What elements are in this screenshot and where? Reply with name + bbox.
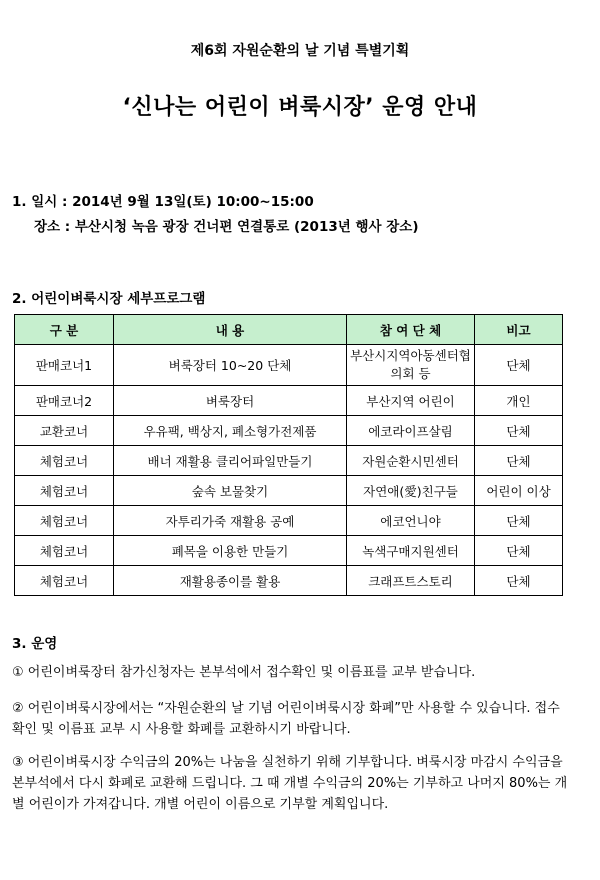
cell-content: 배너 재활용 클리어파일만들기 — [114, 446, 347, 476]
cell-note: 단체 — [475, 566, 563, 596]
column-header: 내 용 — [114, 315, 347, 345]
cell-note: 단체 — [475, 416, 563, 446]
cell-organization: 에코라이프살림 — [347, 416, 475, 446]
schedule-place: 장소 : 부산시청 녹음 광장 건너편 연결통로 (2013년 행사 장소) — [34, 219, 419, 235]
table-row — [15, 536, 563, 566]
cell-note: 단체 — [475, 536, 563, 566]
table-row — [15, 476, 563, 506]
program-table — [14, 314, 563, 596]
cell-content: 우유팩, 백상지, 폐소형가전제품 — [114, 416, 347, 446]
cell-note: 어린이 이상 — [475, 476, 563, 506]
cell-organization: 녹색구매지원센터 — [347, 536, 475, 566]
table-row — [15, 566, 563, 596]
table-row — [15, 345, 563, 386]
cell-organization-text: 부산시지역아동센터협의회 등 — [350, 348, 471, 381]
column-header: 참 여 단 체 — [347, 315, 475, 345]
cell-category: 체험코너 — [15, 536, 114, 566]
cell-content: 벼룩장터 — [114, 386, 347, 416]
document-subtitle: 제6회 자원순환의 날 기념 특별기획 — [190, 43, 410, 59]
section-program-heading: 2. 어린이벼룩시장 세부프로그램 — [12, 291, 206, 307]
cell-organization — [347, 345, 475, 386]
cell-content: 자투리가죽 재활용 공예 — [114, 506, 347, 536]
cell-category: 판매코너2 — [15, 386, 114, 416]
cell-content: 폐목을 이용한 만들기 — [114, 536, 347, 566]
cell-note: 개인 — [475, 386, 563, 416]
cell-organization: 크래프트스토리 — [347, 566, 475, 596]
document-title: ‘신나는 어린이 벼룩시장’ 운영 안내 — [122, 95, 478, 120]
cell-content: 숲속 보물찾기 — [114, 476, 347, 506]
cell-note: 단체 — [475, 506, 563, 536]
schedule-date: 1. 일시 : 2014년 9월 13일(토) 10:00~15:00 — [12, 194, 314, 210]
column-header: 비고 — [475, 315, 563, 345]
operation-paragraph-1: ① 어린이벼룩장터 참가신청자는 본부석에서 접수확인 및 이름표를 교부 받습니다. — [12, 665, 476, 680]
cell-organization: 자원순환시민센터 — [347, 446, 475, 476]
table-row — [15, 386, 563, 416]
cell-note: 단체 — [475, 446, 563, 476]
cell-category: 판매코너1 — [15, 345, 114, 386]
cell-category: 체험코너 — [15, 506, 114, 536]
cell-content: 벼룩장터 10~20 단체 — [114, 345, 347, 386]
operation-paragraph-3: ③ 어린이벼룩시장 수익금의 20%는 나눔을 실천하기 위해 기부합니다. 벼룩시장 마감시 수익금을 본부석에서 다시 화폐로 교환해 드립니다. 그 때 개별 수익금의 20%는 기부하고 나머지 80%는 개별 어린이가 가져갑니다. 개별 어린이 이름으로 기부할 계획입니다. — [12, 755, 568, 812]
table-header-row — [15, 315, 563, 345]
cell-content: 재활용종이를 활용 — [114, 566, 347, 596]
cell-category: 체험코너 — [15, 566, 114, 596]
table-row — [15, 506, 563, 536]
column-header: 구 분 — [15, 315, 114, 345]
cell-organization: 자연애(愛)친구들 — [347, 476, 475, 506]
section-schedule — [12, 190, 419, 240]
cell-organization: 에코언니야 — [347, 506, 475, 536]
cell-note: 단체 — [475, 345, 563, 386]
cell-category: 교환코너 — [15, 416, 114, 446]
cell-category: 체험코너 — [15, 446, 114, 476]
section-operation-heading: 3. 운영 — [12, 636, 58, 652]
cell-category: 체험코너 — [15, 476, 114, 506]
table-row — [15, 446, 563, 476]
table-row — [15, 416, 563, 446]
operation-paragraph-2: ② 어린이벼룩시장에서는 “자원순환의 날 기념 어린이벼룩시장 화폐”만 사용할 수 있습니다. 접수확인 및 이름표 교부 시 사용할 화폐를 교환하시기 바랍니다. — [12, 701, 560, 737]
cell-organization: 부산지역 어린이 — [347, 386, 475, 416]
